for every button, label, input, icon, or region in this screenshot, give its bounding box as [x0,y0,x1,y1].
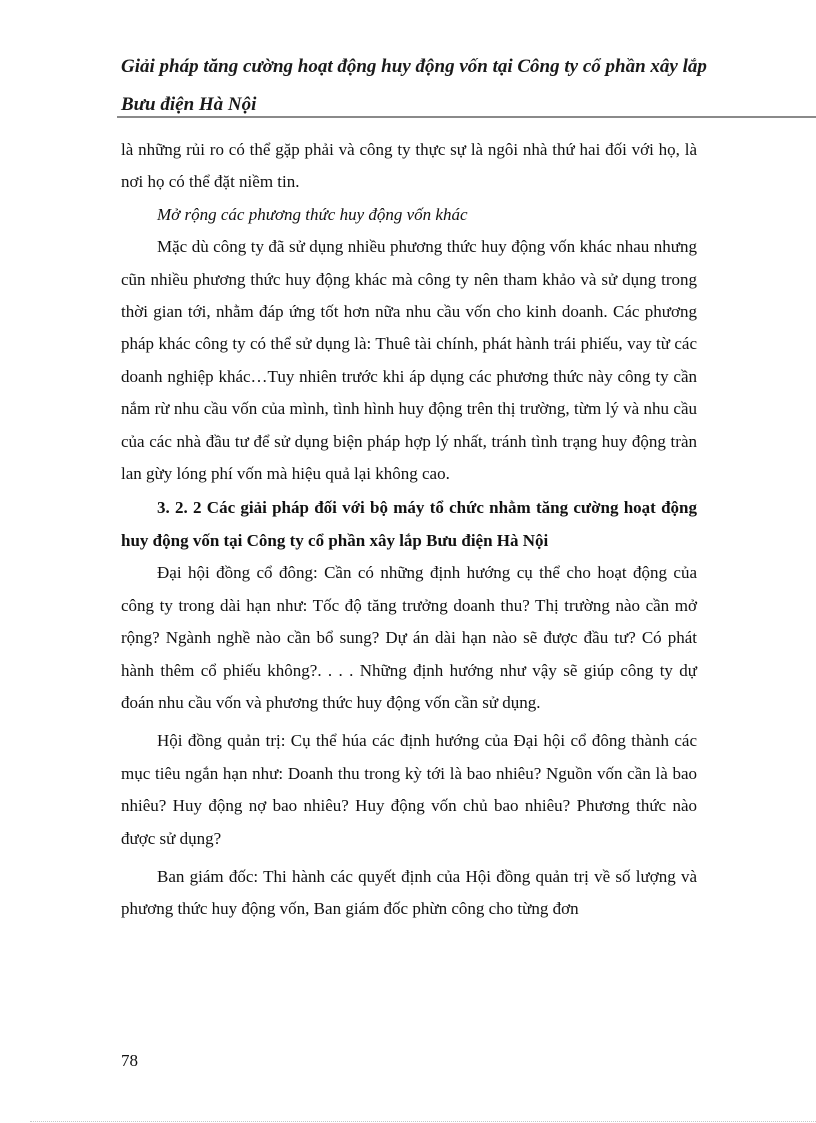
italic-subheading: Mở rộng các phương thức huy động vốn khác [157,204,468,224]
paragraph-other-methods: Mặc dù công ty đã sử dụng nhiều phương thức huy động vốn khác nhau nhưng cũn nhiều phương thức huy động khác mà công ty nên tham khảo và sử dụng trong thời gian tới, nhằm đáp ứng tốt hơn nữa nhu cầu vốn cho kinh doanh. Các phương pháp khác công ty có thể sử dụng là: Thuê tài chính, phát hành trái phiếu, vay từ các doanh nghiệp khác…Tuy nhiên trước khi áp dụng các phương thức này công ty cần nắm rừ nhu cầu vốn của mình, tình hình huy động trên thị trường, từm lý và nhu cầu của các nhà đầu tư để sử dụng biện pháp hợp lý nhất, tránh tình trạng huy động tràn lan gừy lóng phí vốn mà hiệu quả lại không cao. [121,237,697,484]
footer-divider [30,1121,816,1122]
paragraph-shareholders-meeting: Đại hội đồng cổ đông: Cần có những định hướng cụ thể cho hoạt động của công ty trong dài hạn như: Tốc độ tăng trưởng doanh thu? Thị trường nào cần mở rộng? Ngành nghề nào cần bổ sung? Dự án dài hạn nào sẽ được đầu tư? Có phát hành thêm cổ phiếu không?. . . . Những định hướng như vậy sẽ giúp công ty dự đoán nhu cầu vốn và phương thức huy động vốn cần sử dụng. [121,563,697,712]
running-header [121,48,721,124]
paragraph-management-board: Ban giám đốc: Thi hành các quyết định của Hội đồng quản trị về số lượng và phương thức huy động vốn, Ban giám đốc phừn công cho từng đơn [121,866,697,919]
body-text [121,134,697,926]
section-heading: 3. 2. 2 Các giải pháp đối với bộ máy tổ chức nhằm tăng cường hoạt động huy động vốn tại Công ty cổ phần xây lắp Bưu điện Hà Nội [121,498,697,550]
running-header-line-2: Bưu điện Hà Nội [121,94,257,115]
running-header-line-1: Giải pháp tăng cường hoạt động huy động vốn tại Công ty cổ phần xây lắp [121,56,707,77]
header-divider [117,116,816,118]
page-number: 78 [121,1051,138,1070]
paragraph-board-of-directors: Hội đồng quản trị: Cụ thể húa các định hướng của Đại hội cổ đông thành các mục tiêu ngắn hạn như: Doanh thu trong kỳ tới là bao nhiêu? Nguồn vốn cần là bao nhiêu? Huy động nợ bao nhiêu? Huy động vốn chủ bao nhiêu? Phương thức nào được sử dụng? [121,731,697,848]
paragraph-continuation: là những rủi ro có thể gặp phải và công ty thực sự là ngôi nhà thứ hai đối với họ, là nơi họ có thể đặt niềm tin. [121,140,697,192]
